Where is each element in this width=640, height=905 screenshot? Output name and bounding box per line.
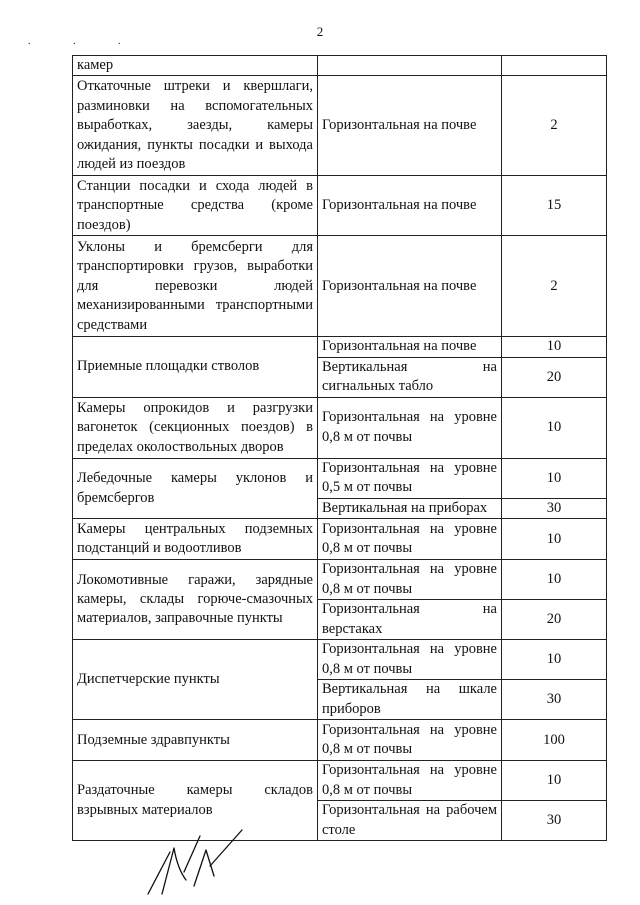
plane-cell: Горизонтальная на уровне 0,8 м от почвы	[318, 397, 502, 458]
illuminance-cell: 10	[502, 560, 607, 600]
illuminance-cell: 2	[502, 76, 607, 176]
table-row	[73, 236, 607, 337]
illuminance-cell: 2	[502, 236, 607, 337]
illuminance-cell: 30	[502, 801, 607, 841]
table-row	[73, 519, 607, 560]
plane-cell: Горизонтальная на уровне 0,8 м от почвы	[318, 519, 502, 560]
illuminance-cell: 30	[502, 498, 607, 518]
illuminance-cell: 10	[502, 397, 607, 458]
workplace-cell: Откаточные штреки и квершлаги, разминовки на вспомогательных выработках, заезды, камеры ожидания, пункты посадки и выхода людей из поездов	[73, 76, 318, 176]
illuminance-cell: 10	[502, 519, 607, 560]
plane-cell: Горизонтальная на уровне 0,8 м от почвы	[318, 640, 502, 680]
illuminance-cell: 15	[502, 176, 607, 236]
workplace-cell: Диспетчерские пункты	[73, 640, 318, 720]
plane-cell: Горизонтальная на верстаках	[318, 600, 502, 640]
plane-cell: Горизонтальная на уровне 0,8 м от почвы	[318, 761, 502, 801]
plane-cell: Горизонтальная на уровне 0,5 м от почвы	[318, 458, 502, 498]
workplace-cell: камер	[73, 56, 318, 76]
illuminance-cell: 10	[502, 337, 607, 357]
workplace-cell: Станции посадки и схода людей в транспортные средства (кроме поездов)	[73, 176, 318, 236]
plane-cell: Горизонтальная на уровне 0,8 м от почвы	[318, 720, 502, 761]
illuminance-cell: 10	[502, 761, 607, 801]
workplace-cell: Подземные здравпункты	[73, 720, 318, 761]
workplace-cell: Лебедочные камеры уклонов и бремсбергов	[73, 458, 318, 518]
handwritten-signature	[140, 828, 250, 900]
plane-cell	[318, 56, 502, 76]
plane-cell: Горизонтальная на уровне 0,8 м от почвы	[318, 560, 502, 600]
table-row	[73, 76, 607, 176]
table-row	[73, 761, 607, 801]
workplace-cell: Раздаточные камеры складов взрывных материалов	[73, 761, 318, 841]
illumination-table	[72, 55, 607, 841]
illuminance-cell: 20	[502, 600, 607, 640]
table-row	[73, 640, 607, 680]
workplace-cell: Локомотивные гаражи, зарядные камеры, склады горюче-смазочных материалов, заправочные пункты	[73, 560, 318, 640]
plane-cell: Горизонтальная на почве	[318, 176, 502, 236]
plane-cell: Вертикальная на приборах	[318, 498, 502, 518]
illuminance-cell: 20	[502, 357, 607, 397]
plane-cell: Вертикальная на шкале приборов	[318, 680, 502, 720]
plane-cell: Горизонтальная на рабочем столе	[318, 801, 502, 841]
plane-cell: Горизонтальная на почве	[318, 236, 502, 337]
page-number: 2	[316, 24, 324, 39]
illuminance-cell	[502, 56, 607, 76]
illuminance-cell: 10	[502, 640, 607, 680]
table-row	[73, 56, 607, 76]
table-row	[73, 458, 607, 498]
table-row	[73, 560, 607, 600]
workplace-cell: Камеры центральных подземных подстанций и водоотливов	[73, 519, 318, 560]
plane-cell: Вертикальная на сигнальных табло	[318, 357, 502, 397]
illuminance-cell: 10	[502, 458, 607, 498]
illuminance-cell: 100	[502, 720, 607, 761]
table-row	[73, 337, 607, 357]
workplace-cell: Уклоны и бремсберги для транспортировки грузов, выработки для перевозки людей механизированными транспортными средствами	[73, 236, 318, 337]
plane-cell: Горизонтальная на почве	[318, 76, 502, 176]
workplace-cell: Камеры опрокидов и разгрузки вагонеток (секционных поездов) в пределах околоствольных дворов	[73, 397, 318, 458]
plane-cell: Горизонтальная на почве	[318, 337, 502, 357]
table-row	[73, 397, 607, 458]
workplace-cell: Приемные площадки стволов	[73, 337, 318, 397]
illuminance-cell: 30	[502, 680, 607, 720]
table-row	[73, 720, 607, 761]
table-row	[73, 176, 607, 236]
margin-marks: . . .	[28, 36, 141, 47]
